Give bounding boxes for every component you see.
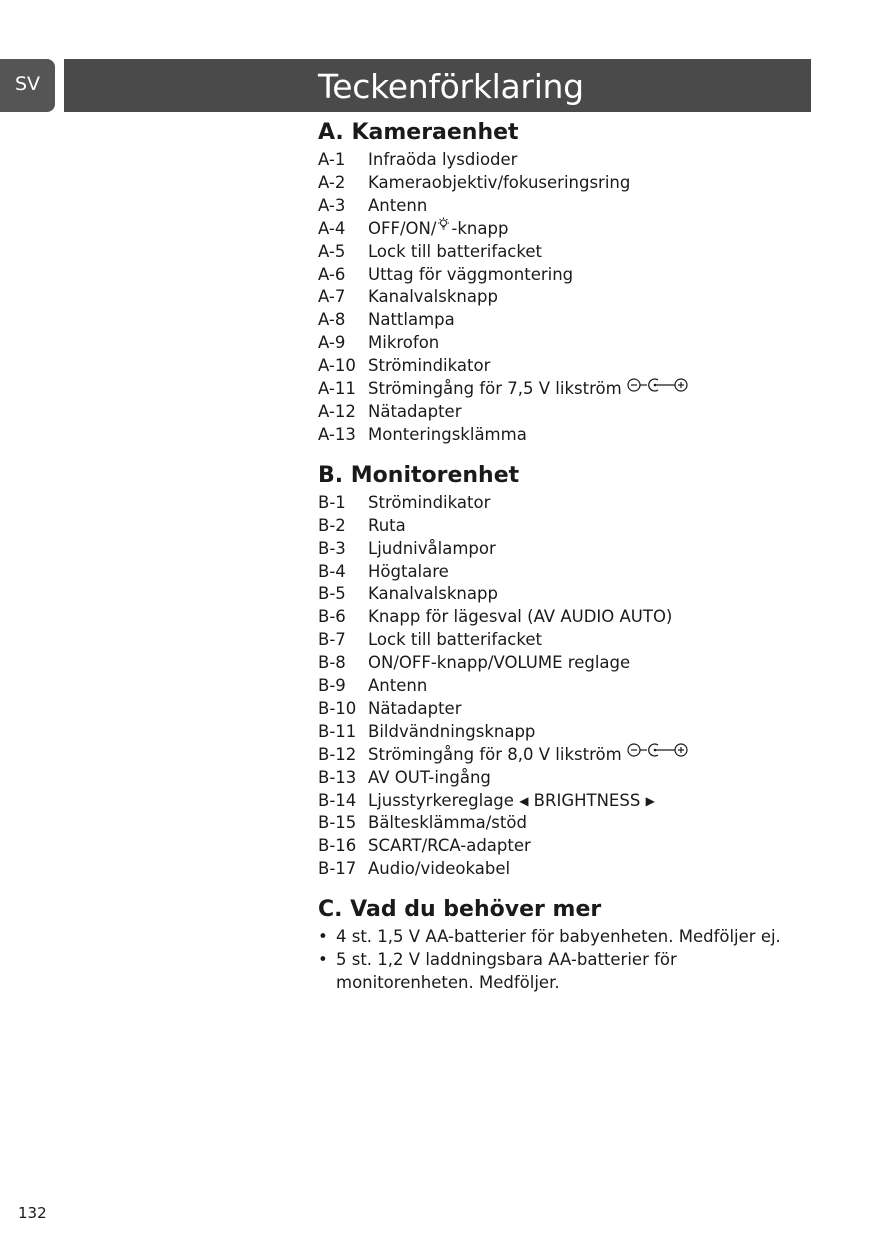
- item-code: A-5: [318, 241, 346, 261]
- item-label-part: -knapp: [451, 218, 509, 238]
- item-label-wrap: [368, 744, 813, 767]
- bullet-dot-icon: •: [318, 950, 328, 970]
- list-item: [318, 515, 813, 538]
- list-item: [318, 401, 813, 424]
- item-code: B-12: [318, 744, 357, 764]
- list-item: [318, 355, 813, 378]
- item-code: A-3: [318, 195, 346, 215]
- section-b-heading: B. Monitorenhet: [318, 462, 520, 488]
- item-label: Ljusstyrkereglage: [368, 790, 514, 810]
- item-code: B-17: [318, 859, 357, 879]
- list-item: [318, 195, 813, 218]
- item-label: Antenn: [368, 676, 428, 696]
- list-item: [318, 675, 813, 698]
- light-sun-icon: [437, 216, 450, 239]
- item-code: A-8: [318, 310, 346, 330]
- list-item: [318, 309, 813, 332]
- item-label: Audio/videokabel: [368, 859, 511, 879]
- item-code: A-13: [318, 424, 356, 444]
- list-item: [318, 378, 813, 401]
- list-item: [318, 264, 813, 287]
- list-item: [318, 606, 813, 629]
- item-code: A-7: [318, 287, 346, 307]
- item-label: Infraöda lysdioder: [368, 150, 518, 169]
- item-code: A-2: [318, 172, 346, 192]
- item-label: Strömingång för 7,5 V likström: [368, 379, 622, 399]
- item-code: B-2: [318, 515, 346, 535]
- item-code: A-1: [318, 150, 346, 169]
- item-code: B-5: [318, 584, 346, 604]
- list-item: [318, 332, 813, 355]
- dc-polarity-icon: [627, 377, 689, 400]
- item-code: A-6: [318, 264, 346, 284]
- item-label: Strömingång för 8,0 V likström: [368, 744, 622, 764]
- item-code: B-14: [318, 790, 357, 810]
- list-item: [318, 561, 813, 584]
- section-c-heading: C. Vad du behöver mer: [318, 897, 602, 923]
- triangle-left-icon: ◀: [519, 793, 529, 808]
- list-item: [318, 767, 813, 790]
- bullet-text: 5 st. 1,2 V laddningsbara AA-batterier för monitorenheten. Medföljer.: [336, 950, 677, 992]
- list-item: [318, 172, 813, 195]
- bullet-item: [318, 949, 813, 995]
- list-item: [318, 538, 813, 561]
- page-number: 132: [18, 1204, 47, 1222]
- list-item: [318, 583, 813, 606]
- item-code: B-8: [318, 653, 346, 673]
- item-code: A-4: [318, 218, 346, 238]
- item-label: Strömindikator: [368, 492, 491, 512]
- list-item: [318, 835, 813, 858]
- bullet-dot-icon: •: [318, 927, 328, 947]
- item-label: Kanalvalsknapp: [368, 287, 498, 307]
- item-label: ON/OFF-knapp/VOLUME reglage: [368, 653, 631, 673]
- item-label: Lock till batterifacket: [368, 630, 542, 650]
- item-label: Högtalare: [368, 561, 449, 581]
- item-label-part: OFF/ON/: [368, 218, 437, 238]
- item-label: Nattlampa: [368, 310, 455, 330]
- bullet-item: [318, 926, 813, 949]
- item-label: Ruta: [368, 515, 406, 535]
- list-item: [318, 744, 813, 767]
- item-label: Monteringsklämma: [368, 424, 527, 444]
- list-item: [318, 698, 813, 721]
- item-code: B-9: [318, 676, 346, 696]
- list-item: [318, 149, 813, 172]
- item-label: Kameraobjektiv/fokuseringsring: [368, 172, 631, 192]
- item-label: Bildvändningsknapp: [368, 721, 536, 741]
- item-code: B-13: [318, 767, 357, 787]
- list-item: [318, 858, 813, 881]
- item-code: B-15: [318, 813, 357, 833]
- item-label: SCART/RCA-adapter: [368, 836, 531, 856]
- item-code: B-4: [318, 561, 346, 581]
- list-item: [318, 812, 813, 835]
- section-a-heading: A. Kameraenhet: [318, 120, 519, 145]
- item-code: A-12: [318, 401, 356, 421]
- item-label: Antenn: [368, 195, 428, 215]
- item-label: [368, 218, 813, 241]
- item-label-part: BRIGHTNESS: [533, 790, 641, 810]
- item-label: Uttag för väggmontering: [368, 264, 574, 284]
- item-code: B-3: [318, 538, 346, 558]
- item-code: A-10: [318, 356, 356, 376]
- item-label: Nätadapter: [368, 698, 462, 718]
- item-label: Mikrofon: [368, 333, 440, 353]
- section-c-list: [318, 926, 813, 995]
- bullet-text: 4 st. 1,5 V AA-batterier för babyenheten. Medföljer ej.: [336, 927, 781, 947]
- item-code: B-10: [318, 698, 357, 718]
- item-label: AV OUT-ingång: [368, 767, 491, 787]
- item-code: B-16: [318, 836, 357, 856]
- list-item: [318, 629, 813, 652]
- item-label: Lock till batterifacket: [368, 241, 542, 261]
- item-label: Nätadapter: [368, 401, 462, 421]
- section-b-list: [318, 492, 813, 881]
- item-label: Bältesklämma/stöd: [368, 813, 527, 833]
- item-label-wrap: [368, 378, 813, 401]
- item-code: B-7: [318, 630, 346, 650]
- list-item: [318, 424, 813, 447]
- dc-polarity-icon: [627, 742, 689, 765]
- item-label-wrap: [368, 790, 813, 813]
- item-code: B-1: [318, 492, 346, 512]
- language-tab: SV: [0, 59, 55, 112]
- list-item: [318, 241, 813, 264]
- list-item: [318, 790, 813, 813]
- item-code: A-11: [318, 379, 356, 399]
- item-label: Knapp för lägesval (AV AUDIO AUTO): [368, 607, 673, 627]
- list-item: [318, 652, 813, 675]
- legend-content: [318, 118, 813, 995]
- item-code: B-6: [318, 607, 346, 627]
- title-bar: [64, 59, 811, 112]
- page-title: Teckenförklaring: [318, 67, 584, 106]
- item-label: Strömindikator: [368, 356, 491, 376]
- list-item: [318, 721, 813, 744]
- list-item: [318, 218, 813, 241]
- item-code: B-11: [318, 721, 357, 741]
- list-item: [318, 286, 813, 309]
- triangle-right-icon: ▶: [645, 793, 655, 808]
- item-label: Ljudnivålampor: [368, 538, 496, 558]
- item-label: Kanalvalsknapp: [368, 584, 498, 604]
- item-code: A-9: [318, 333, 346, 353]
- section-a-list: [318, 149, 813, 447]
- list-item: [318, 492, 813, 515]
